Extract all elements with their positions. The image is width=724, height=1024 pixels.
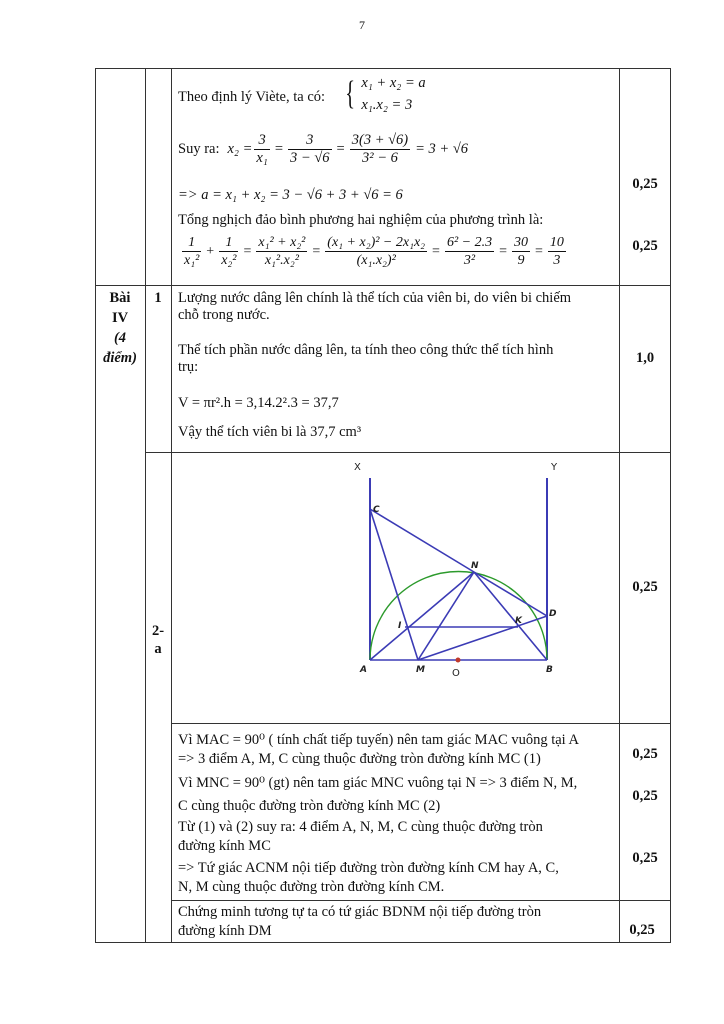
seg-md [418,616,547,660]
page-number: 7 [359,18,365,32]
row4-line1: Vì MAC = 90⁰ ( tính chất tiếp tuyến) nên tam giác MAC vuông tại A [178,732,580,748]
row4-line7: => Tứ giác ACNM nội tiếp đường tròn đường kính CM hay A, C, [178,860,559,876]
label-x: X [354,462,361,473]
row2-text2a: Thể tích phần nước dâng lên, ta tính theo công thức thể tích hình [178,342,554,358]
row4-line4: C cùng thuộc đường tròn đường kính MC (2) [178,798,441,814]
part-2a-top: 2- [151,623,165,639]
row4-line3: Vì MNC = 90⁰ (gt) nên tam giác MNC vuông tại N => 3 điểm N, M, [178,775,578,791]
sum-intro: Tổng nghịch đảo bình phương hai nghiệm của phương trình là: [178,212,544,228]
viete-intro: Theo định lý Viète, ta có: [178,89,326,105]
row4-line5: Từ (1) và (2) suy ra: 4 điểm A, N, M, C cùng thuộc đường tròn [178,819,543,835]
sum-equation: $\frac{1}{\text{x₁²}}$ + $\frac{1}{\text{x₂²}}$ = $\frac{\text{x₁² + x₂²}}{\text{x₁².x₂²}}$ = $\frac{\text{(x₁ + x₂)² − 2x₁x₂}}{\text{(x₁.x₂)²}}$ = $\frac{\text{6² − 2.3}}{\text{3²}}$ = $\frac{30}{9}$ = $\frac{10}{3}$ [184,235,564,268]
score-row5: 0,25 [629,922,655,938]
label-a: A [360,665,367,675]
sum-fraction-7: $\frac{10}{3}$ [549,235,564,268]
label-bai: Bài [109,290,131,306]
seg-mn [418,572,474,660]
x2-result: = 3 + √6 [415,141,469,157]
center-o [456,658,461,663]
sum-fraction-4: $\frac{\text{(x₁ + x₂)² − 2x₁x₂}}{\text{(x₁.x₂)²}}$ [327,235,426,268]
label-iv: IV [111,310,129,326]
x2-fraction-2: $\frac{3}{3 - √6}$ [290,132,330,166]
row4-line2: => 3 điểm A, M, C cùng thuộc đường tròn đường kính MC (1) [178,751,541,767]
label-diem: điểm) [103,350,137,366]
sum-fraction-1: $\frac{1}{\text{x₁²}}$ [184,235,200,268]
label-n: N [471,561,479,571]
brace-symbol: { [345,75,356,112]
sum-fraction-3: $\frac{\text{x₁² + x₂²}}{\text{x₁².x₂²}}$ [258,235,306,268]
x2-fraction-1: $\frac{3}{\text{x₁}}$ [256,132,268,166]
seg-nd [474,572,547,616]
score-row2: 1,0 [635,350,655,366]
volume-conclusion: Vậy thể tích viên bi là 37,7 cm³ [178,424,362,440]
label-points: (4 [113,330,127,346]
label-o: O [452,668,460,679]
viete-eq2: x₁.x₂ = 3 [361,97,413,113]
viete-eq1: x₁ + x₂ = a [361,75,426,91]
x2-fraction-3: $\frac{3(3 + √6)}{\text{3² − 6}}$ [351,132,409,166]
suy-ra-label: Suy ra: [178,141,220,157]
x2-lhs: x₂ = [227,141,253,157]
sum-fraction-6: $\frac{30}{9}$ [514,235,529,268]
sum-fraction-2: $\frac{1}{\text{x₂²}}$ [221,235,237,268]
part-1: 1 [154,290,162,306]
volume-formula: V = πr².h = 3,14.2².3 = 37,7 [178,395,339,411]
score-row4-2: 0,25 [632,788,658,804]
row4-line6: đường kính MC [178,838,271,854]
x2-equation: Suy ra: x₂ = $\frac{3}{\text{x₁}}$ = $\frac{3}{3 - √6}$ = $\frac{3(3 + √6)}{\text{3² − 6}}$ = 3 + √6 [178,132,469,166]
label-c: C [373,505,380,515]
score-sum: 0,25 [632,238,658,254]
a-equation: => a = x₁ + x₂ = 3 − √6 + 3 + √6 = 6 [178,187,403,203]
label-m: M [416,665,425,675]
score-row3: 0,25 [632,579,658,595]
sum-fraction-5: $\frac{\text{6² − 2.3}}{\text{3²}}$ [446,235,493,268]
row5-line2: đường kính DM [178,923,272,939]
row4-line8: N, M cùng thuộc đường tròn đường kính CM. [178,879,445,895]
score-row4-3: 0,25 [632,850,658,866]
seg-cm [370,509,418,660]
label-i: I [398,621,402,631]
label-d: D [549,609,557,619]
row2-text1b: chỗ trong nước. [178,307,270,323]
seg-cn [370,509,474,572]
part-2a-bottom: a [154,641,162,657]
row2-text2b: trụ: [178,359,199,375]
score-a: 0,25 [632,176,658,192]
score-row4-1: 0,25 [632,746,658,762]
label-y: Y [551,462,558,473]
row2-text1a: Lượng nước dâng lên chính là thể tích của viên bi, do viên bi chiếm [178,290,572,306]
label-k: K [515,616,522,626]
label-b: B [546,665,553,675]
row5-line1: Chứng minh tương tự ta có tứ giác BDNM nội tiếp đường tròn [178,904,542,920]
